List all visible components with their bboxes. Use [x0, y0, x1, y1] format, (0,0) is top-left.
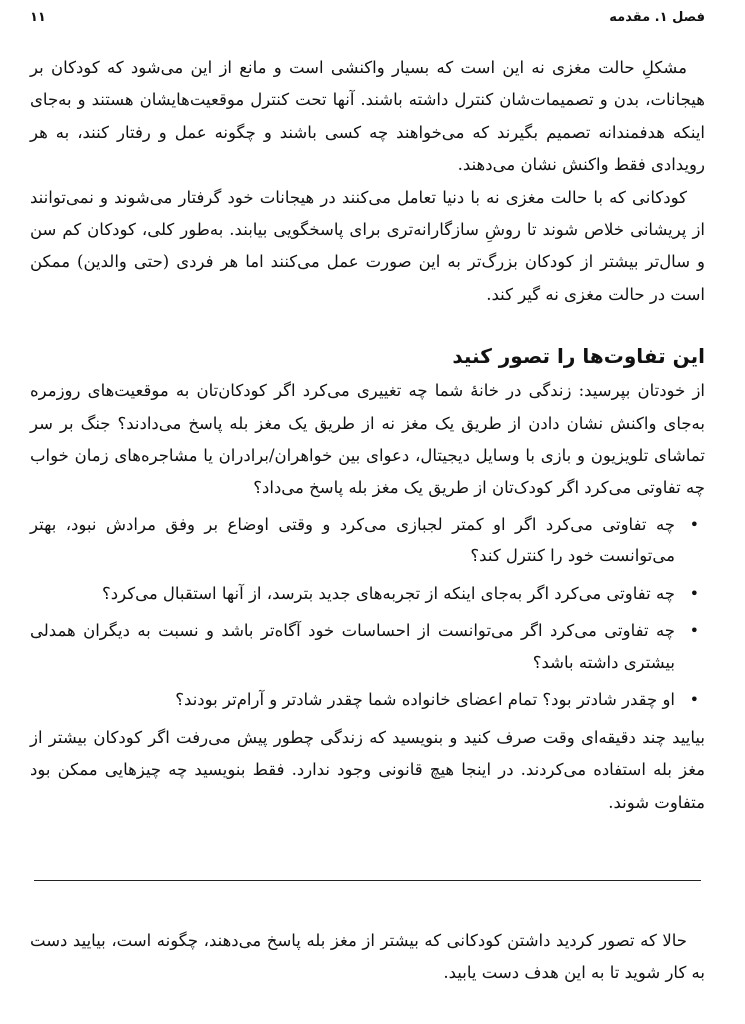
divider [34, 880, 701, 881]
section-intro: از خودتان بپرسید: زندگی در خانهٔ شما چه تغییری می‌کرد اگر کودکان‌تان به موقعیت‌های روزمره به‌جای واکنش نشان دادن از طریق یک مغز نه از طریق یک مغز بله پاسخ می‌دادند؟ جنگ بر سر تماشای تلویزیون و بازی با وسایل دیجیتال، دعوای بین خواهران/برادران یا مشاجره‌های زمان خواب چه تفاوتی می‌کرد اگر کودک‌تان از طریق یک مغز بله پاسخ می‌داد؟ [30, 381, 705, 498]
bullet-icon: • [689, 583, 699, 603]
list-item-text: او چقدر شادتر بود؟ تمام اعضای خانواده شما چقدر شادتر و آرام‌تر بودند؟ [175, 690, 675, 710]
bullet-list [30, 509, 705, 716]
page-number: ۱۱ [30, 10, 46, 25]
chapter-label: فصل ۱. مقدمه [609, 10, 705, 25]
bullet-icon: • [689, 690, 699, 710]
list-item-text: چه تفاوتی می‌کرد اگر به‌جای اینکه از تجربه‌های جدید بترسد، از آنها استقبال می‌کرد؟ [102, 583, 675, 603]
list-item [30, 509, 699, 572]
list-item [30, 578, 699, 610]
closing-paragraph: حالا که تصور کردید داشتن کودکانی که بیشتر از مغز بله پاسخ می‌دهند، چگونه است، بیایید دست به کار شوید تا به این هدف دست یابید. [30, 931, 705, 983]
page-body [30, 52, 705, 819]
list-item [30, 615, 699, 678]
list-item-text: چه تفاوتی می‌کرد اگر او کمتر لجبازی می‌کرد و وقتی اوضاع بر وفق مرادش نبود، بهتر می‌توانست خود را کنترل کند؟ [30, 514, 675, 566]
bullet-icon: • [689, 621, 699, 641]
paragraph: مشکلِ حالت مغزی نه این است که بسیار واکنشی است و مانع از این می‌شود که کودکان بر هیجانات، بدن و تصمیمات‌شان کنترل داشته باشند. آنها تحت کنترل موقعیت‌هایشان هستند و به‌جای اینکه هدفمندانه تصمیم بگیرند که می‌خواهند چه کسی باشند و چگونه عمل و رفتار کنند، به هر رویدادی فقط واکنش نشان می‌دهند. [30, 58, 705, 175]
list-item [30, 684, 699, 716]
section-heading: این تفاوت‌ها را تصور کنید [452, 344, 705, 369]
closing-block [30, 925, 705, 990]
bullet-icon: • [689, 514, 699, 534]
running-head [30, 10, 705, 32]
exercise-paragraph: بیایید چند دقیقه‌ای وقت صرف کنید و بنویسید که زندگی چطور پیش می‌رفت اگر کودکان بیشتر از مغز بله استفاده می‌کردند. در اینجا هیچ قانونی وجود ندارد. فقط بنویسید چه چیزهایی ممکن بود متفاوت شوند. [30, 727, 705, 812]
paragraph: کودکانی که با حالت مغزی نه با دنیا تعامل می‌کنند در هیجانات خود گرفتار می‌شوند و نمی‌توانند از پریشانی خلاص شوند تا روشِ سازگارانه‌تری برای پاسخگویی بیابند. به‌طور کلی، کودکان کم سن و سال‌تر بیشتر از کودکان بزرگ‌تر به این صورت عمل می‌کنند اما هر فردی (حتی والدین) ممکن است در حالت مغزی نه گیر کند. [30, 187, 705, 304]
list-item-text: چه تفاوتی می‌کرد اگر می‌توانست از احساسات خود آگاه‌تر باشد و نسبت به دیگران همدلی بیشتری داشته باشد؟ [30, 621, 675, 672]
